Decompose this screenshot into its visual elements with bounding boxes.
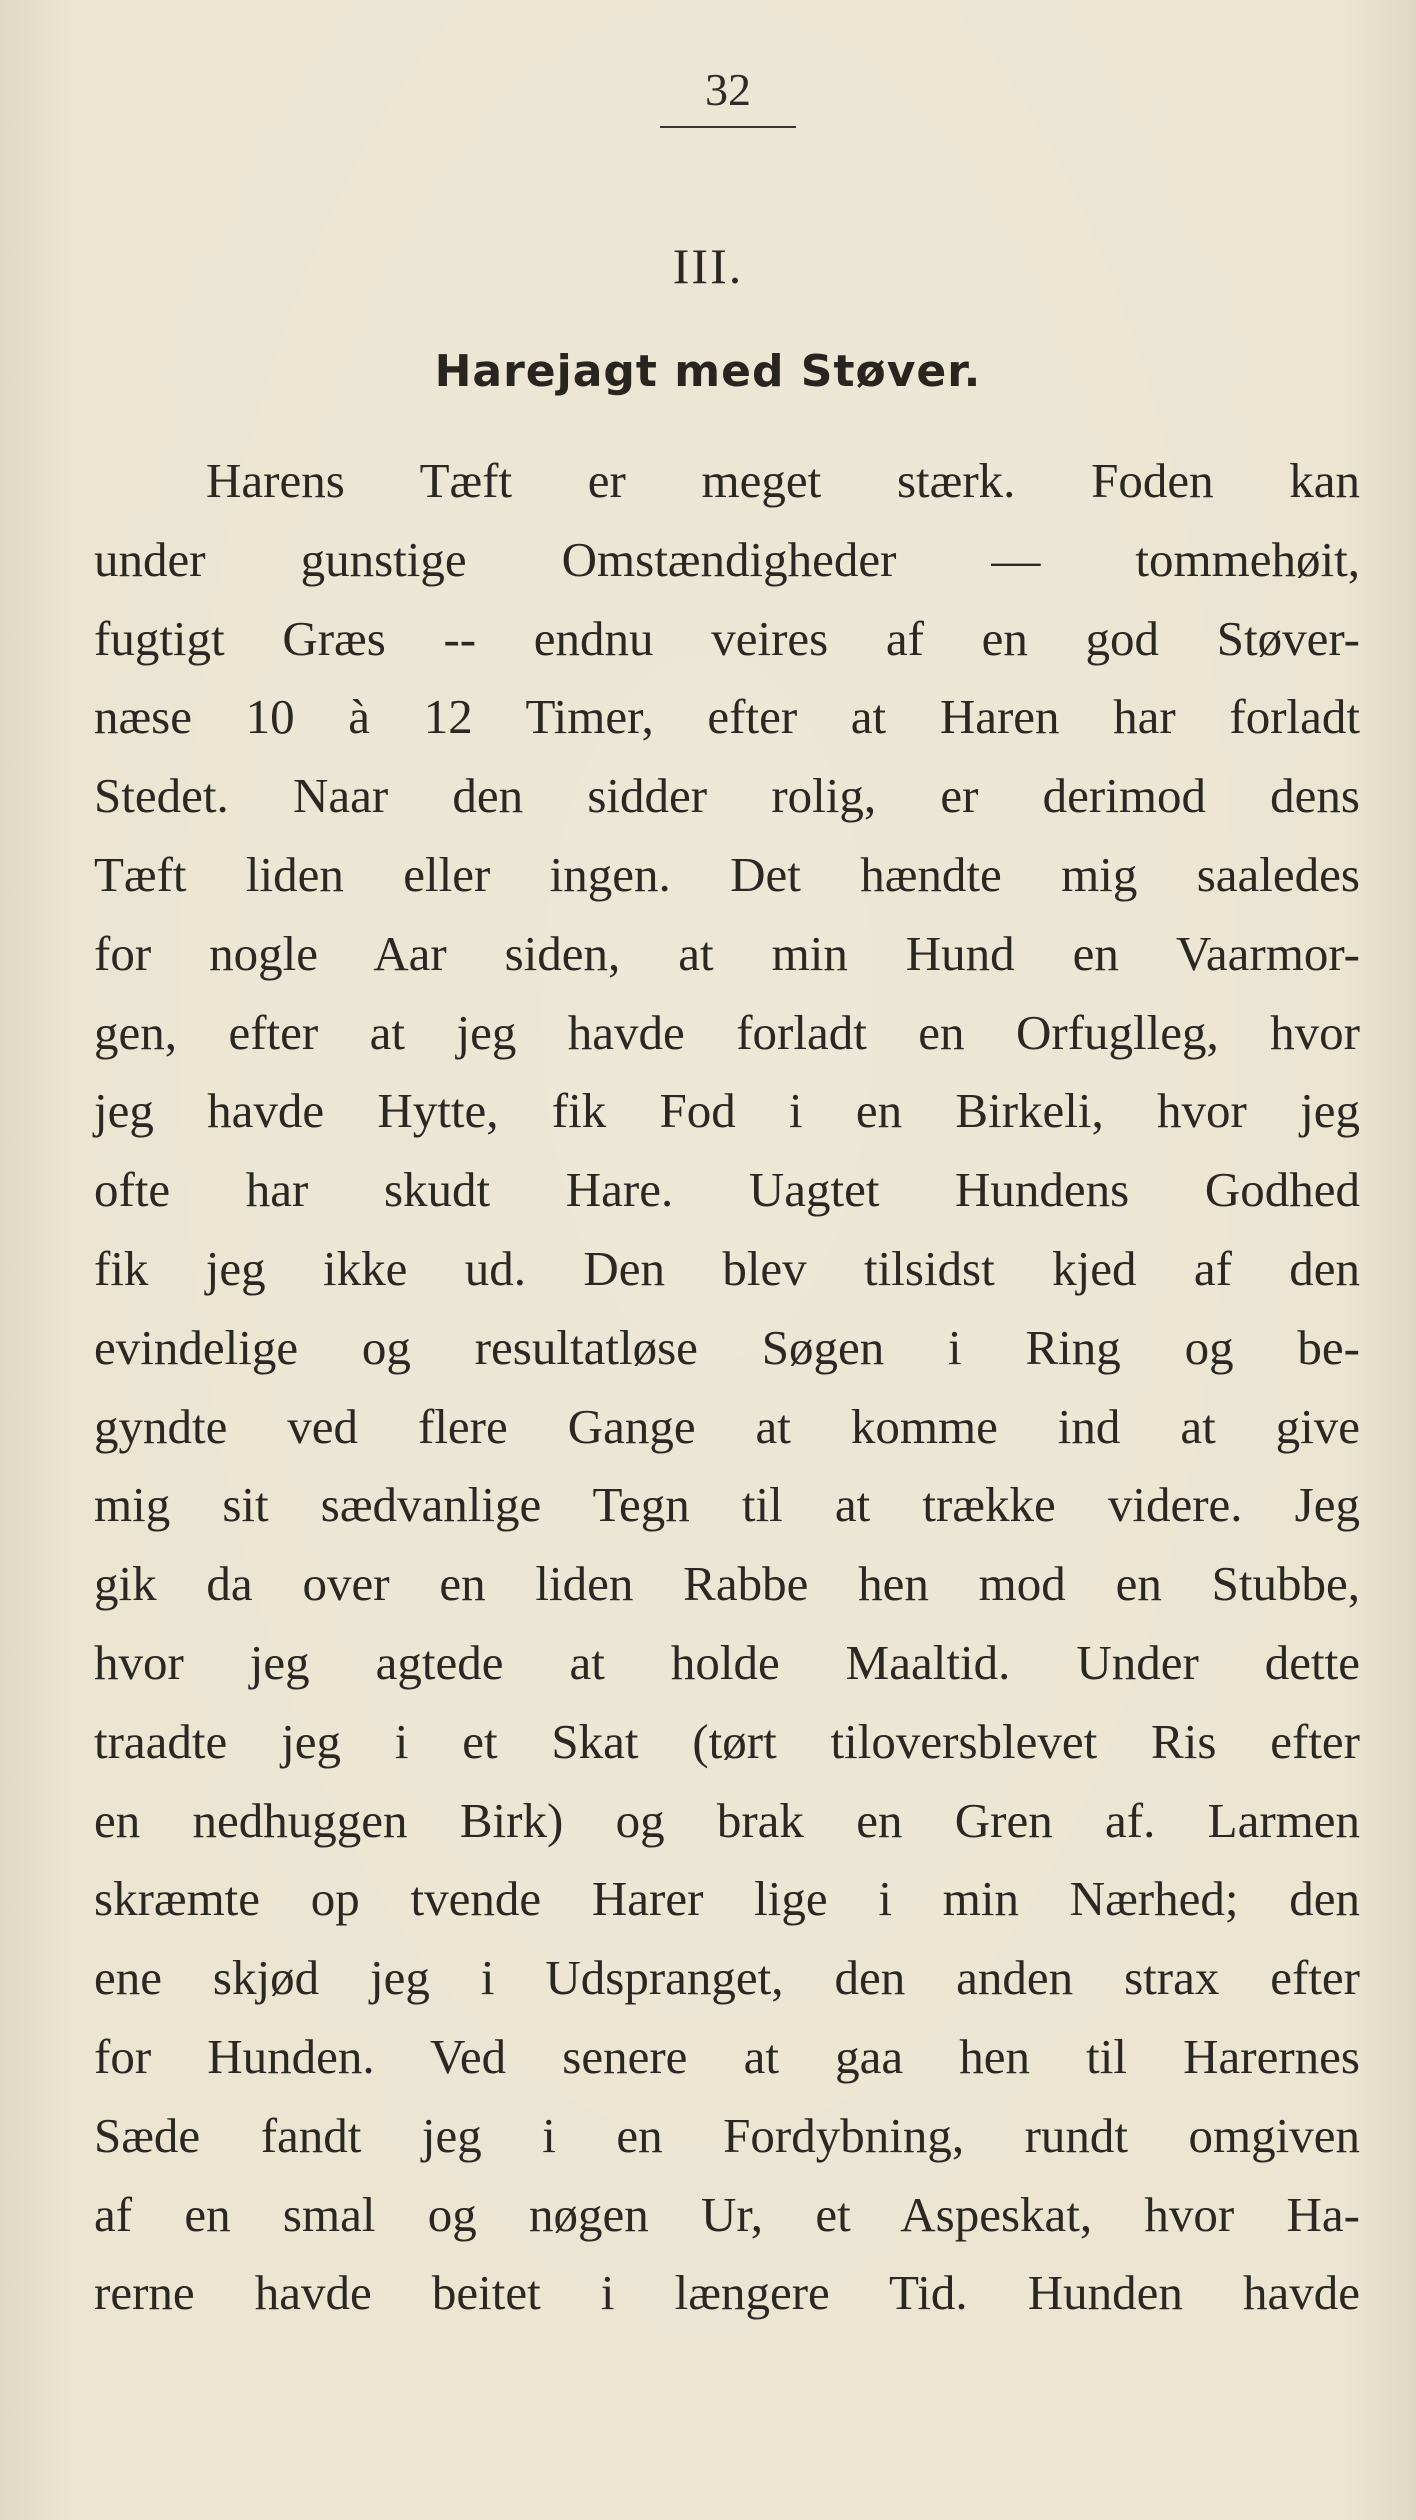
text-line: evindelige og resultatløse Søgen i Ring og be-: [94, 1319, 1360, 1375]
text-line: gyndte ved flere Gange at komme ind at give: [94, 1398, 1360, 1454]
text-line: Stedet. Naar den sidder rolig, er derimod dens: [94, 768, 1360, 824]
text-line: under gunstige Omstændigheder — tommehøit,: [94, 531, 1360, 587]
text-line: mig sit sædvanlige Tegn til at trække videre. Jeg: [94, 1477, 1360, 1533]
text-line: ene skjød jeg i Udspranget, den anden strax efter: [94, 1950, 1360, 2006]
text-line: Tæft liden eller ingen. Det hændte mig saaledes: [94, 846, 1360, 902]
page-number: 32: [705, 64, 751, 115]
text-line: skræmte op tvende Harer lige i min Nærhed; den: [94, 1871, 1360, 1927]
text-line: fugtigt Græs -- endnu veires af en god Støver-: [94, 610, 1360, 666]
text-line: gen, efter at jeg havde forladt en Orfuglleg, hvor: [94, 1004, 1360, 1060]
text-line: af en smal og nøgen Ur, et Aspeskat, hvor Ha-: [94, 2186, 1360, 2242]
text-line: fik jeg ikke ud. Den blev tilsidst kjed af den: [94, 1240, 1360, 1296]
text-line: ofte har skudt Hare. Uagtet Hundens Godhed: [94, 1162, 1360, 1218]
page-number-rule: [660, 126, 796, 128]
text-line: en nedhuggen Birk) og brak en Gren af. Larmen: [94, 1792, 1360, 1848]
text-line: Harens Tæft er meget stærk. Foden kan: [206, 453, 1360, 508]
chapter-number: III.: [672, 238, 744, 294]
text-line: jeg havde Hytte, fik Fod i en Birkeli, hvor jeg: [94, 1083, 1360, 1139]
text-line: gik da over en liden Rabbe hen mod en Stubbe,: [94, 1556, 1360, 1612]
text-line: næse 10 à 12 Timer, efter at Haren har forladt: [94, 689, 1360, 745]
section-title: Harejagt med Støver.: [434, 346, 982, 397]
text-line: for Hunden. Ved senere at gaa hen til Harernes: [94, 2028, 1360, 2084]
text-line: traadte jeg i et Skat (tørt tiloversblevet Ris efter: [94, 1713, 1360, 1769]
text-line: Sæde fandt jeg i en Fordybning, rundt omgiven: [94, 2107, 1360, 2163]
text-line: rerne havde beitet i længere Tid. Hunden havde: [94, 2265, 1360, 2321]
body-text: [94, 442, 1360, 2333]
text-line: hvor jeg agtede at holde Maaltid. Under dette: [94, 1634, 1360, 1690]
text-line: for nogle Aar siden, at min Hund en Vaarmor-: [94, 925, 1360, 981]
